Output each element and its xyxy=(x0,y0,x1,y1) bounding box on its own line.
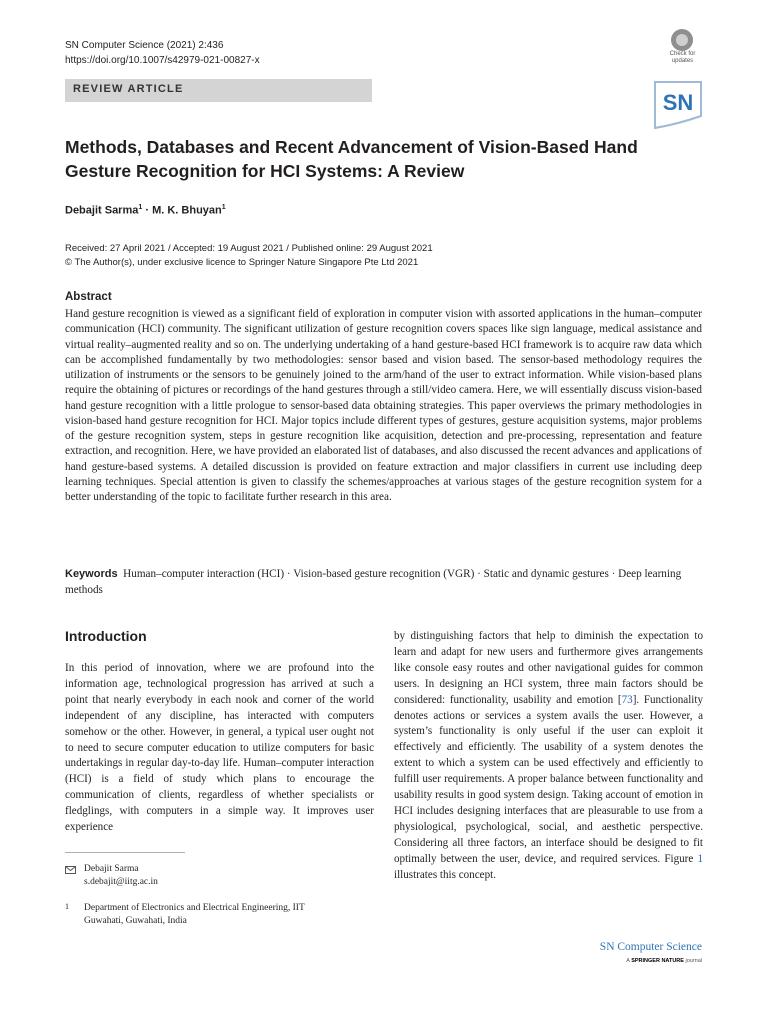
dates-line: Received: 27 April 2021 / Accepted: 19 August 2021 / Published online: 29 August 2021 xyxy=(65,243,433,254)
publisher-name: SPRINGER NATURE xyxy=(631,958,684,964)
body-column-left: In this period of innovation, where we are profound into the information age, technological progression has arrived at such a point that nearly everybody in each nook and corner of the world independent of any discipline, has interacted with computers somehow or the other. However, in general, a typical user ought not to need to secure computer education to utilize computers for basic undertakings in regular day-to-day life. Human–computer interaction (HCI) is a field of study which plans to encourage the communication of clients, regardless of whether specialists or fledglings, with computers in a simple way. It improves user experience xyxy=(65,662,374,834)
doi-link[interactable]: https://doi.org/10.1007/s42979-021-00827-x xyxy=(65,55,260,66)
publication-history xyxy=(65,242,433,270)
publisher-suffix: journal xyxy=(683,958,702,964)
abstract-text: Hand gesture recognition is viewed as a significant field of exploration in computer vision with assorted applications in the human–computer communication (HCI) community. The significant utilization of gesture recognition covers spaces like sign language, medical assistance and virtual reality–augmented reality and so on. The underlying undertaking of a hand gesture-based HCI framework is to acquire raw data which can be accomplished fundamentally by two methodologies: sensor based and vision based. The sensor-based methodology requires the utilization of instruments or the sensors to be genuinely joined to the arm/hand of the user to extract information. While vision-based plans require the obtaining of pictures or recordings of the hand gestures through a still/video camera. Here, we will essentially discuss vision-based hand gesture recognition with a little prologue to sensor-based data obtaining strategies. This paper overviews the primary methodologies in vision-based hand gesture recognition for HCI. Major topics include different types of gestures, gesture acquisition systems, major problems of the gesture recognition system, steps in gesture recognition like acquisition, detection and pre-processing, representation and feature extraction, and recognition. Here, we have provided an elaborated list of databases, and also discussed the recent advances and applications of hand gesture-based systems. A detailed discussion is provided on feature extraction and major classifiers in current use including deep learning techniques. Special attention is given to classify the schemes/approaches at various stages of the gesture recognition system for a better understanding of the topic to facilitate further research in this area. xyxy=(65,308,702,503)
copyright-line: © The Author(s), under exclusive licence to Springer Nature Singapore Pte Ltd 2021 xyxy=(65,257,419,268)
keywords xyxy=(65,566,702,598)
body-text: illustrates this concept. xyxy=(394,868,496,881)
author-name[interactable]: M. K. Bhuyan xyxy=(152,204,222,217)
abstract-heading: Abstract xyxy=(65,291,112,303)
corresponding-author-email[interactable]: s.debajit@iitg.ac.in xyxy=(84,877,158,887)
citation-link[interactable]: 73 xyxy=(621,693,633,706)
body-text: ]. Functionality denotes actions or services a system avails the user. However, a system’s functionality is only useful if the user can exploit it effectively and efficiently. The usability of a system denotes the extent to which a system can be used effectively and efficiently to fulfill user requirements. A proper balance between functionality and usability results in good system design. Taking account of emotion in HCI includes designing interfaces that are pleasurable to use from a physiological, psychological, social, and aesthetic perspective. Considering all three factors, an interface should be designed to fit optimally between the user, device, and required services. Figure xyxy=(394,693,704,865)
footnote-separator xyxy=(65,852,185,853)
article-type-label: REVIEW ARTICLE xyxy=(73,83,184,95)
corresponding-author-name: Debajit Sarma xyxy=(84,864,139,874)
body-column-right xyxy=(394,629,703,884)
affiliation-line: Department of Electronics and Electrical Engineering, IIT xyxy=(84,903,305,913)
article-type-bar xyxy=(65,79,372,102)
figure-link[interactable]: 1 xyxy=(697,852,703,865)
author-separator: · xyxy=(145,204,150,217)
envelope-icon xyxy=(65,866,76,874)
author-affiliation-mark: 1 xyxy=(138,204,143,211)
check-updates-icon xyxy=(671,29,693,51)
body-text: by distinguishing factors that help to diminish the expectation to learn and adapt for new users and furthermore gives arrangements like console easy routes and other navigational guides for common users. In designing an HCI system, three main factors should be considered: functionality, usability and emotion [ xyxy=(394,630,703,706)
keywords-heading: Keywords xyxy=(65,568,118,580)
section-heading-introduction: Introduction xyxy=(65,628,147,644)
badge-line2: updates xyxy=(671,58,694,64)
sn-journal-logo xyxy=(653,80,703,130)
badge-line1: Check for xyxy=(669,51,696,57)
author-list xyxy=(65,204,226,217)
author-affiliation-mark: 1 xyxy=(221,204,226,211)
sn-logo-text: SN xyxy=(662,90,694,115)
footer-publisher xyxy=(560,958,702,964)
affiliation-footnote xyxy=(65,902,365,928)
affiliation-number: 1 xyxy=(65,902,69,911)
keywords-text: Human–computer interaction (HCI) · Vision-based gesture recognition (VGR) · Static and dynamic gestures · Deep learning methods xyxy=(65,568,682,596)
author-name[interactable]: Debajit Sarma xyxy=(65,204,139,217)
check-for-updates-badge[interactable] xyxy=(663,29,702,69)
footer-journal-name: SN Computer Science xyxy=(599,941,702,953)
article-title: Methods, Databases and Recent Advancement of Vision-Based Hand Gesture Recognition for HCI Systems: A Review xyxy=(65,137,638,181)
corresponding-author xyxy=(65,863,158,889)
affiliation-line: Guwahati, Guwahati, India xyxy=(84,916,187,926)
journal-citation: SN Computer Science (2021) 2:436 xyxy=(65,40,224,51)
publisher-prefix: A xyxy=(626,958,632,964)
